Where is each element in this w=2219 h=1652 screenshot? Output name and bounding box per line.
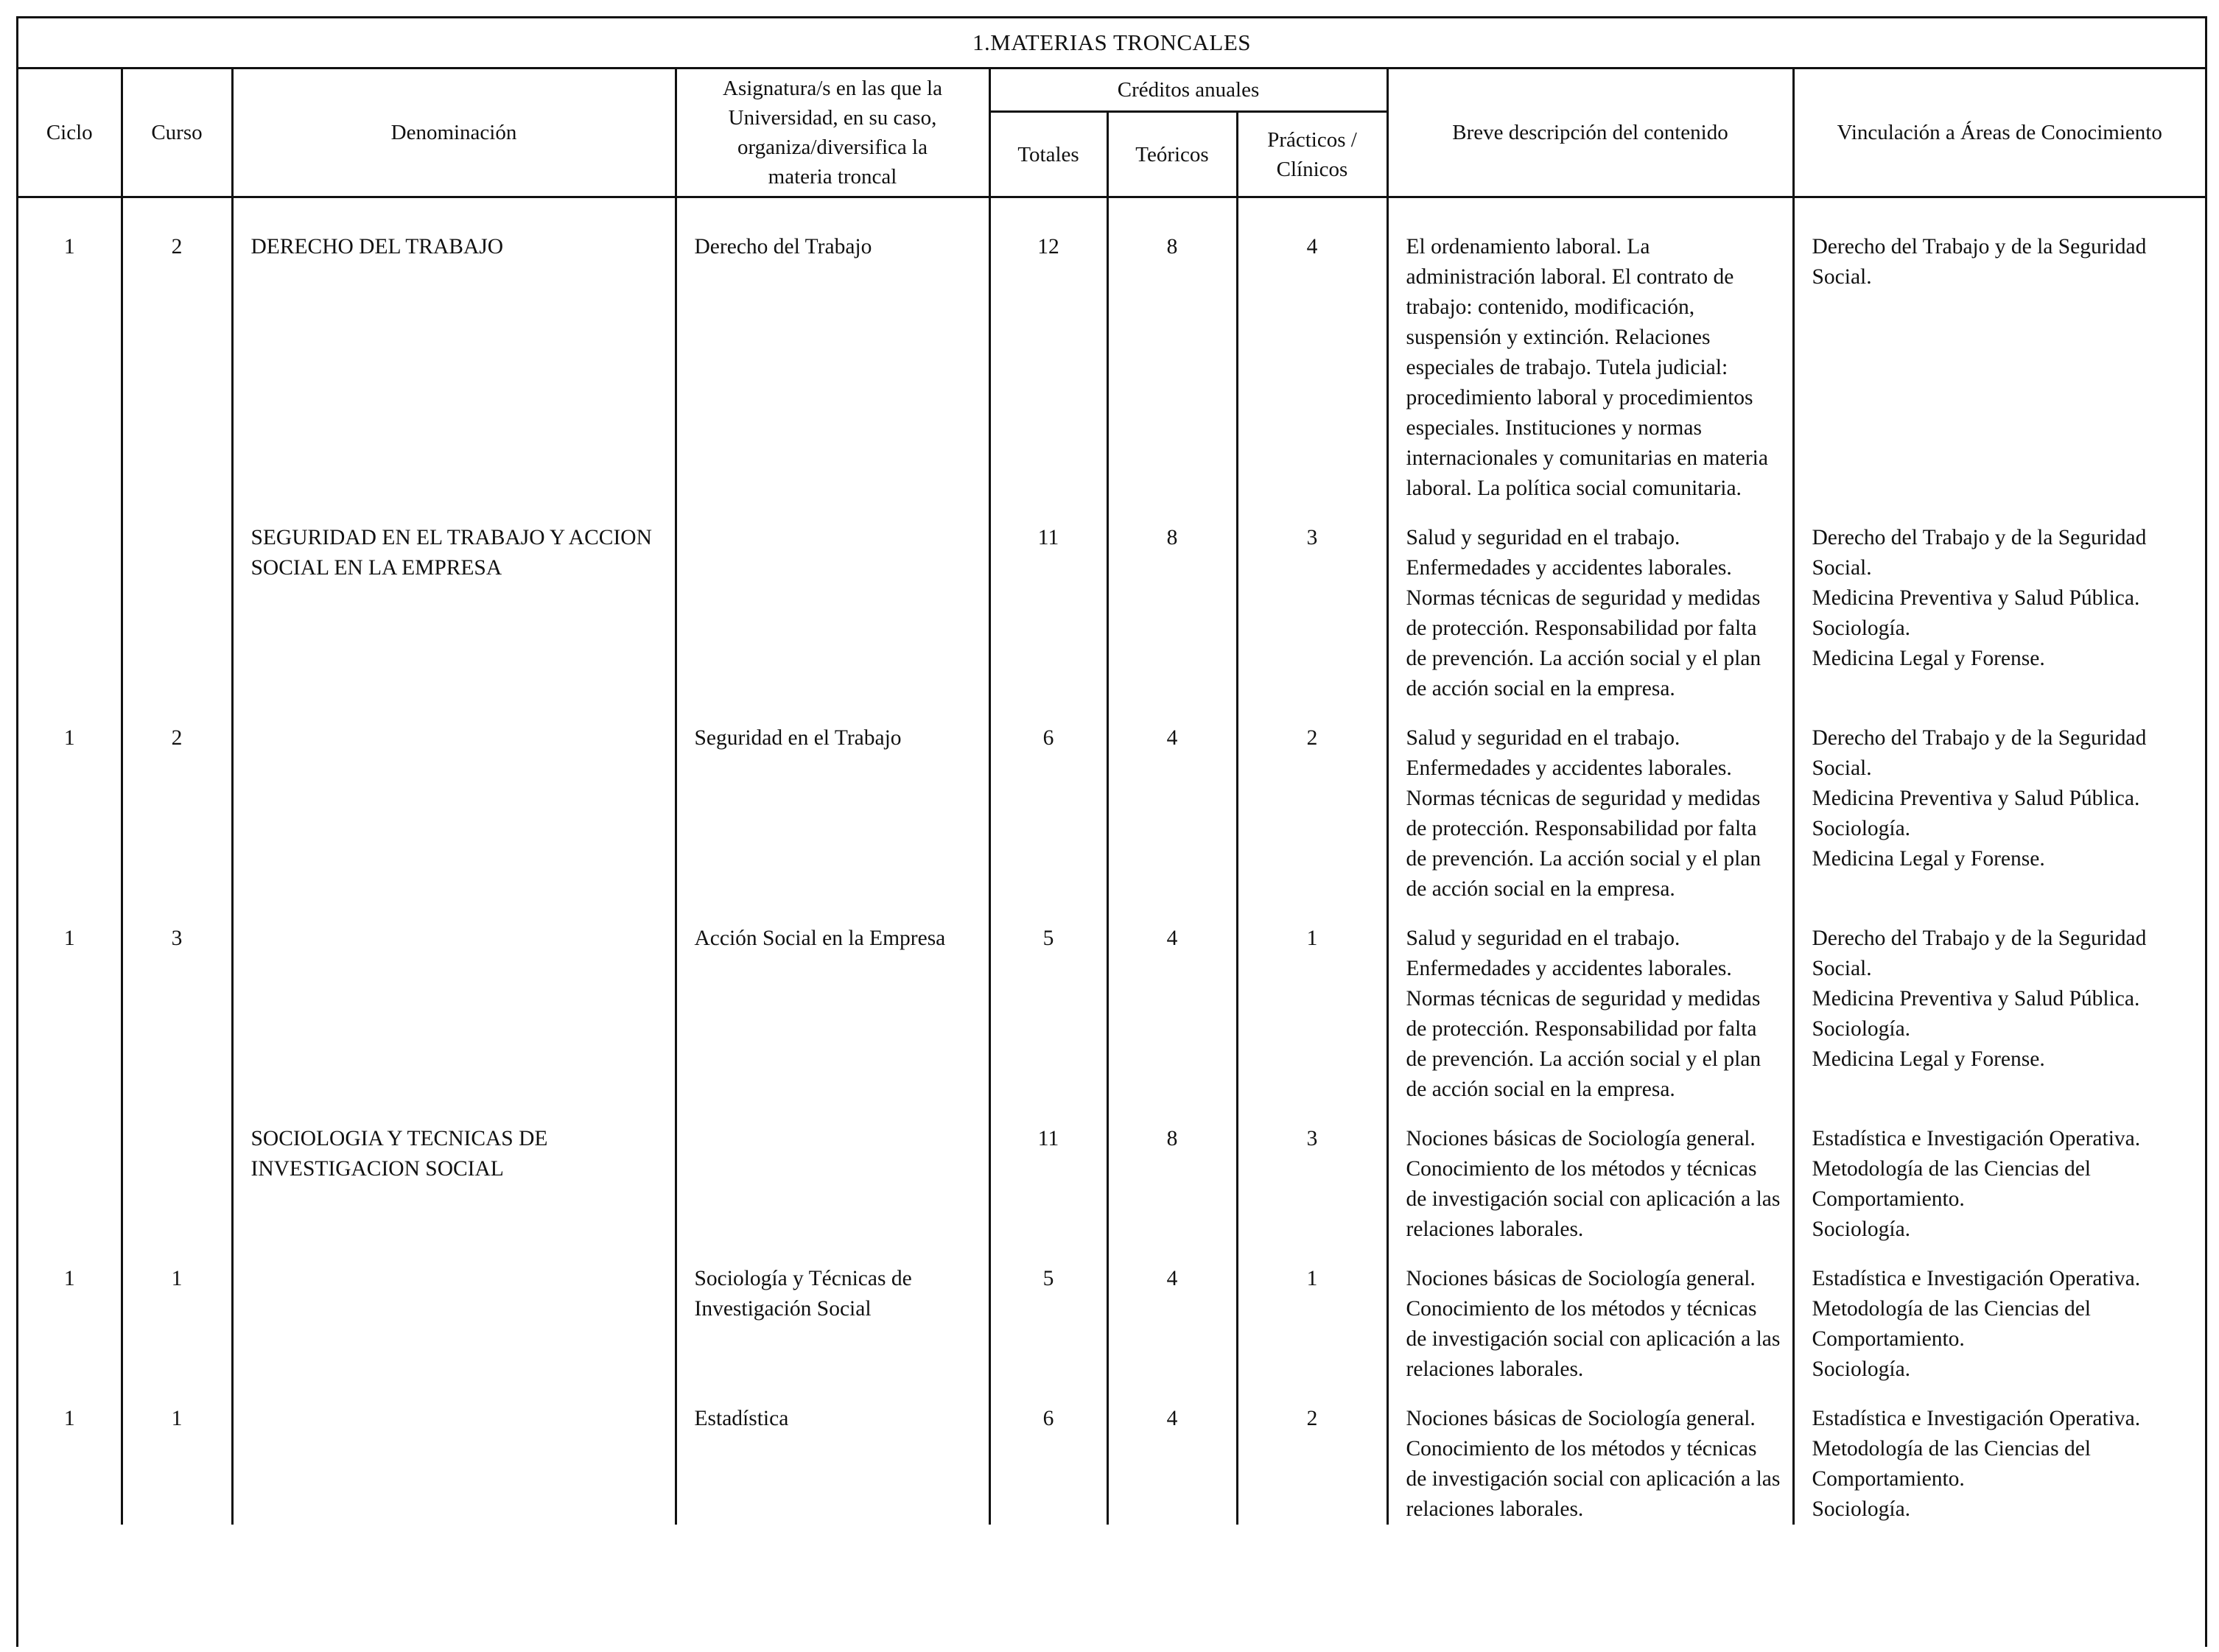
practicos-cell-text: 2 (1306, 1407, 1318, 1430)
practicos-cell (1237, 904, 1387, 1105)
totales-cell (989, 1245, 1107, 1385)
materias-troncales-table (18, 18, 2205, 1525)
table-row (18, 1105, 2205, 1245)
totales-cell-text: 5 (1042, 1267, 1054, 1290)
document-sheet (16, 16, 2207, 1647)
table-row (18, 904, 2205, 1105)
asignatura-cell (676, 504, 989, 704)
table-row (18, 1245, 2205, 1385)
totales-cell-text: 11 (1037, 1127, 1059, 1150)
curso-cell (122, 504, 232, 704)
header-curso: Curso (122, 68, 232, 197)
vinculacion-cell (1793, 1245, 2205, 1385)
ciclo-cell-text: 1 (63, 927, 75, 950)
asignatura-cell (676, 1385, 989, 1525)
header-denominacion: Denominación (232, 68, 676, 197)
teoricos-cell-text: 4 (1166, 1407, 1178, 1430)
table-title: 1.MATERIAS TRONCALES (18, 18, 2205, 68)
teoricos-cell (1107, 1105, 1237, 1245)
denominacion-cell (232, 904, 676, 1105)
denominacion-cell (232, 504, 676, 704)
descripcion-cell-text: Nociones básicas de Sociología general. Conocimiento de los métodos y técnicas de investigación social con aplicación a las relaciones laborales. (1406, 1267, 1781, 1381)
ciclo-cell (18, 1245, 122, 1385)
curso-cell-text: 2 (171, 726, 183, 750)
asignatura-cell-text: Seguridad en el Trabajo (694, 726, 902, 750)
totales-cell (989, 704, 1107, 904)
vinculacion-cell (1793, 704, 2205, 904)
denominacion-cell (232, 1105, 676, 1245)
denominacion-cell (232, 1245, 676, 1385)
ciclo-cell (18, 1105, 122, 1245)
curso-cell-text (123, 504, 231, 523)
ciclo-cell-text: 1 (63, 1267, 75, 1290)
teoricos-cell-text: 8 (1166, 526, 1178, 549)
denominacion-cell-text: DERECHO DEL TRABAJO (250, 235, 504, 259)
teoricos-cell-text: 4 (1166, 726, 1178, 750)
asignatura-cell-text (695, 504, 977, 523)
practicos-cell (1237, 1105, 1387, 1245)
totales-cell-text: 5 (1042, 927, 1054, 950)
asignatura-cell (676, 704, 989, 904)
teoricos-cell (1107, 1245, 1237, 1385)
practicos-cell (1237, 504, 1387, 704)
ciclo-cell-text: 1 (63, 726, 75, 750)
teoricos-cell (1107, 213, 1237, 504)
totales-cell (989, 1385, 1107, 1525)
descripcion-cell (1387, 904, 1793, 1105)
curso-cell-text: 1 (171, 1407, 183, 1430)
asignatura-cell (676, 904, 989, 1105)
header-descripcion: Breve descripción del contenido (1387, 68, 1793, 197)
vinculacion-cell (1793, 213, 2205, 504)
asignatura-cell (676, 1245, 989, 1385)
vinculacion-cell-text: Estadística e Investigación Operativa. Metodología de las Ciencias del Comportamiento. Sociología. (1812, 1407, 2141, 1521)
vinculacion-cell-text: Derecho del Trabajo y de la Seguridad Social. Medicina Preventiva y Salud Pública. Sociología. Medicina Legal y Forense. (1812, 726, 2147, 871)
vinculacion-cell-text: Estadística e Investigación Operativa. Metodología de las Ciencias del Comportamiento. Sociología. (1812, 1127, 2141, 1241)
totales-cell (989, 504, 1107, 704)
ciclo-cell (18, 904, 122, 1105)
teoricos-cell (1107, 504, 1237, 704)
table-row (18, 704, 2205, 904)
practicos-cell-text: 4 (1306, 235, 1318, 259)
curso-cell-text: 1 (171, 1267, 183, 1290)
totales-cell-text: 6 (1042, 1407, 1054, 1430)
denominacion-cell-text (251, 1385, 663, 1404)
descripcion-cell-text: Salud y seguridad en el trabajo. Enfermedades y accidentes laborales. Normas técnicas de seguridad y medidas de protección. Responsabilidad por falta de prevención. La acción social y el plan de acción social en la empresa. (1406, 726, 1761, 901)
teoricos-cell (1107, 1385, 1237, 1525)
asignatura-cell-text: Derecho del Trabajo (694, 235, 872, 259)
curso-cell (122, 704, 232, 904)
asignatura-cell (676, 213, 989, 504)
table-body (18, 197, 2205, 1525)
vinculacion-cell (1793, 504, 2205, 704)
teoricos-cell (1107, 904, 1237, 1105)
descripcion-cell-text: Salud y seguridad en el trabajo. Enfermedades y accidentes laborales. Normas técnicas de seguridad y medidas de protección. Responsabilidad por falta de prevención. La acción social y el plan de acción social en la empresa. (1406, 526, 1761, 700)
practicos-cell-text: 1 (1306, 927, 1318, 950)
denominacion-cell-text (251, 904, 663, 924)
vinculacion-cell-text: Derecho del Trabajo y de la Seguridad Social. Medicina Preventiva y Salud Pública. Sociología. Medicina Legal y Forense. (1812, 927, 2147, 1071)
practicos-cell (1237, 704, 1387, 904)
table-row (18, 504, 2205, 704)
ciclo-cell-text: 1 (63, 235, 75, 259)
denominacion-cell-text (251, 1245, 663, 1264)
practicos-cell-text: 3 (1306, 526, 1318, 549)
totales-cell (989, 1105, 1107, 1245)
asignatura-cell-text: Sociología y Técnicas de Investigación Social (694, 1267, 912, 1321)
vinculacion-cell-text: Derecho del Trabajo y de la Seguridad Social. Medicina Preventiva y Salud Pública. Sociología. Medicina Legal y Forense. (1812, 526, 2147, 670)
curso-cell (122, 1245, 232, 1385)
curso-cell (122, 1105, 232, 1245)
denominacion-cell-text: SOCIOLOGIA Y TECNICAS DE INVESTIGACION SOCIAL (250, 1127, 548, 1181)
ciclo-cell (18, 1385, 122, 1525)
asignatura-cell (676, 1105, 989, 1245)
practicos-cell-text: 1 (1306, 1267, 1318, 1290)
header-practicos: Prácticos / Clínicos (1237, 112, 1387, 197)
descripcion-cell-text: El ordenamiento laboral. La administración laboral. El contrato de trabajo: contenido, modificación, suspensión y extinción. Relaciones especiales de trabajo. Tutela judicial: procedimiento laboral y procedimientos especiales. Instituciones y normas internacionales y comunitarias en materia laboral. La política social comunitaria. (1406, 235, 1768, 500)
descripcion-cell-text: Nociones básicas de Sociología general. Conocimiento de los métodos y técnicas de investigación social con aplicación a las relaciones laborales. (1406, 1127, 1781, 1241)
curso-cell (122, 904, 232, 1105)
denominacion-cell-text (251, 704, 663, 723)
vinculacion-cell (1793, 1385, 2205, 1525)
denominacion-cell-text: SEGURIDAD EN EL TRABAJO Y ACCION SOCIAL EN LA EMPRESA (250, 526, 652, 580)
header-ciclo: Ciclo (18, 68, 122, 197)
descripcion-cell (1387, 504, 1793, 704)
curso-cell (122, 213, 232, 504)
curso-cell (122, 1385, 232, 1525)
teoricos-cell (1107, 704, 1237, 904)
teoricos-cell-text: 4 (1166, 1267, 1178, 1290)
table-row (18, 1385, 2205, 1525)
ciclo-cell (18, 213, 122, 504)
teoricos-cell-text: 4 (1166, 927, 1178, 950)
totales-cell (989, 904, 1107, 1105)
totales-cell-text: 12 (1037, 235, 1059, 259)
denominacion-cell (232, 213, 676, 504)
asignatura-cell-text (695, 1105, 977, 1124)
descripcion-cell-text: Nociones básicas de Sociología general. Conocimiento de los métodos y técnicas de investigación social con aplicación a las relaciones laborales. (1406, 1407, 1781, 1521)
denominacion-cell (232, 704, 676, 904)
totales-cell (989, 213, 1107, 504)
practicos-cell (1237, 1385, 1387, 1525)
descripcion-cell (1387, 1105, 1793, 1245)
header-creditos-anuales: Créditos anuales (989, 68, 1387, 112)
ciclo-cell (18, 704, 122, 904)
ciclo-cell-text: 1 (63, 1407, 75, 1430)
vinculacion-cell (1793, 1105, 2205, 1245)
vinculacion-cell-text: Derecho del Trabajo y de la Seguridad Social. (1812, 235, 2147, 289)
ciclo-cell (18, 504, 122, 704)
denominacion-cell (232, 1385, 676, 1525)
teoricos-cell-text: 8 (1166, 1127, 1178, 1150)
totales-cell-text: 6 (1042, 726, 1054, 750)
curso-cell-text: 2 (171, 235, 183, 259)
header-totales: Totales (989, 112, 1107, 197)
practicos-cell (1237, 213, 1387, 504)
descripcion-cell (1387, 213, 1793, 504)
table-row (18, 213, 2205, 504)
ciclo-cell-text (18, 1105, 121, 1124)
header-asignatura: Asignatura/s en las que la Universidad, en su caso, organiza/diversifica la materia troncal (676, 68, 989, 197)
curso-cell-text: 3 (171, 927, 183, 950)
ciclo-cell-text (18, 504, 121, 523)
descripcion-cell (1387, 704, 1793, 904)
practicos-cell-text: 3 (1306, 1127, 1318, 1150)
totales-cell-text: 11 (1037, 526, 1059, 549)
asignatura-cell-text: Acción Social en la Empresa (694, 927, 946, 950)
practicos-cell-text: 2 (1306, 726, 1318, 750)
practicos-cell (1237, 1245, 1387, 1385)
teoricos-cell-text: 8 (1166, 235, 1178, 259)
descripcion-cell (1387, 1385, 1793, 1525)
header-teoricos: Teóricos (1107, 112, 1237, 197)
spacer-row (18, 197, 2205, 214)
vinculacion-cell (1793, 904, 2205, 1105)
header-vinculacion: Vinculación a Áreas de Conocimiento (1793, 68, 2205, 197)
descripcion-cell (1387, 1245, 1793, 1385)
curso-cell-text (123, 1105, 231, 1124)
vinculacion-cell-text: Estadística e Investigación Operativa. Metodología de las Ciencias del Comportamiento. Sociología. (1812, 1267, 2141, 1381)
descripcion-cell-text: Salud y seguridad en el trabajo. Enfermedades y accidentes laborales. Normas técnicas de seguridad y medidas de protección. Responsabilidad por falta de prevención. La acción social y el plan de acción social en la empresa. (1406, 927, 1761, 1101)
asignatura-cell-text: Estadística (694, 1407, 789, 1430)
